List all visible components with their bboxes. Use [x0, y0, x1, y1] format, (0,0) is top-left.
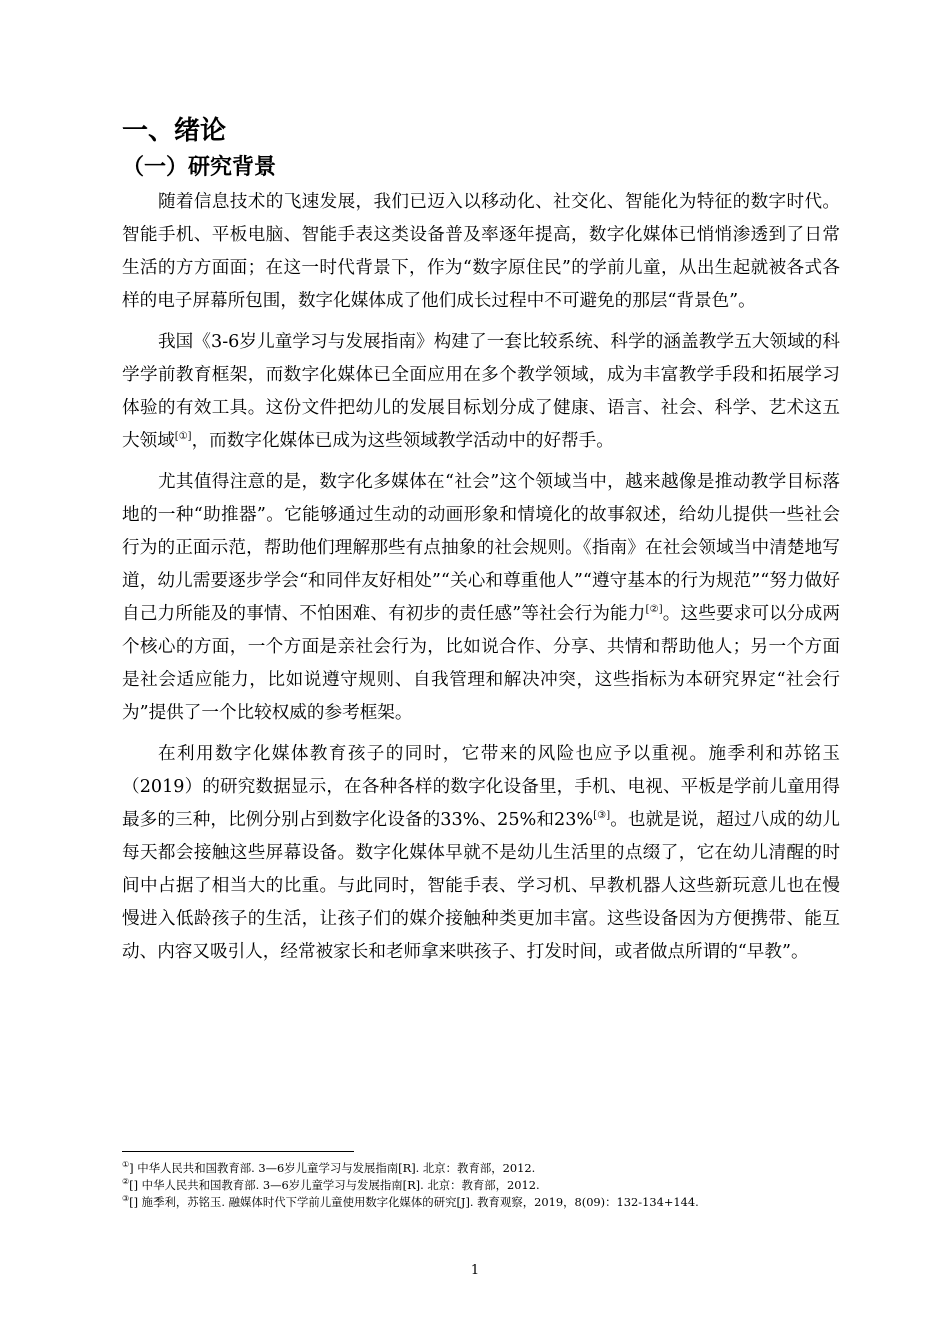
footnote-ref-2[interactable]: [②] — [645, 604, 663, 615]
paragraph-4 — [122, 738, 840, 969]
footnote-ref-3[interactable]: [③] — [593, 810, 611, 821]
section-heading: （一）研究背景 — [122, 155, 277, 180]
footnote-2 — [122, 1177, 840, 1194]
paragraph-text: 尤其值得注意的是，数字化多媒体在“社会”这个领域当中，越来越像是推动教学目标落地的一种“助推器”。它能够通过生动的动画形象和情境化的故事叙述，给幼儿提供一些社会行为的正面示范，帮助他们理解那些有点抽象的社会规则。《指南》在社会领域当中清楚地写道，幼儿需要逐步学会“和同伴友好相处”“关心和尊重他人”“遵守基本的行为规范”“努力做好自己力所能及的事情、不怕困难、有初步的责任感”等社会行为能力 — [122, 472, 840, 624]
footnote-mark: ② — [122, 1177, 130, 1186]
footnote-3 — [122, 1194, 840, 1211]
chapter-heading: 一、绪论 — [122, 116, 227, 146]
paragraph-2 — [122, 326, 840, 458]
footnote-text: [] 中华人民共和国教育部. 3—6岁儿童学习与发展指南[R]. 北京：教育部，2012. — [129, 1178, 540, 1192]
footnote-mark: ③ — [122, 1194, 130, 1203]
paragraph-text: 在利用数字化媒体教育孩子的同时，它带来的风险也应予以重视。施季利和苏铭玉（2019）的研究数据显示，在各种各样的数字化设备里，手机、电视、平板是学前儿童用得最多的三种，比例分别占到数字化设备的33%、25%和23% — [122, 744, 840, 830]
paragraph-text: 。也就是说，超过八成的幼儿每天都会接触这些屏幕设备。数字化媒体早就不是幼儿生活里的点缀了，它在幼儿清醒的时间中占据了相当大的比重。与此同时，智能手表、学习机、早教机器人这些新玩意儿也在慢慢进入低龄孩子的生活，让孩子们的媒介接触种类更加丰富。这些设备因为方便携带、能互动、内容又吸引人，经常被家长和老师拿来哄孩子、打发时间，或者做点所谓的“早教”。 — [122, 810, 840, 962]
footnote-1 — [122, 1160, 840, 1177]
paragraph-text: ，而数字化媒体已成为这些领域教学活动中的好帮手。 — [191, 431, 614, 451]
footnote-divider — [122, 1151, 354, 1152]
paragraph-text: 随着信息技术的飞速发展，我们已迈入以移动化、社交化、智能化为特征的数字时代。智能手机、平板电脑、智能手表这类设备普及率逐年提高，数字化媒体已悄悄渗透到了日常生活的方方面面；在这一时代背景下，作为“数字原住民”的学前儿童，从出生起就被各式各样的电子屏幕所包围，数字化媒体成了他们成长过程中不可避免的那层“背景色”。 — [122, 192, 840, 311]
footnote-ref-1[interactable]: [①] — [174, 431, 192, 442]
footnote-mark: ① — [122, 1160, 130, 1169]
paragraph-1 — [122, 186, 840, 318]
footnotes — [122, 1160, 840, 1211]
paragraph-text: 我国《3-6岁儿童学习与发展指南》构建了一套比较系统、科学的涵盖教学五大领域的科学学前教育框架，而数字化媒体已全面应用在多个教学领域，成为丰富教学手段和拓展学习体验的有效工具。这份文件把幼儿的发展目标划分成了健康、语言、社会、科学、艺术这五大领域 — [122, 332, 840, 451]
footnote-text: ] 中华人民共和国教育部. 3—6岁儿童学习与发展指南[R]. 北京：教育部，2012. — [129, 1161, 536, 1175]
body-text — [122, 186, 840, 977]
footnote-text: [] 施季利，苏铭玉. 融媒体时代下学前儿童使用数字化媒体的研究[J]. 教育观察，2019，8(09)：132-134+144. — [129, 1195, 699, 1209]
page-number: 1 — [470, 1263, 480, 1278]
paragraph-3 — [122, 466, 840, 730]
paragraph-text: 。这些要求可以分成两个核心的方面，一个方面是亲社会行为，比如说合作、分享、共情和帮助他人；另一个方面是社会适应能力，比如说遵守规则、自我管理和解决冲突，这些指标为本研究界定“社会行为”提供了一个比较权威的参考框架。 — [122, 604, 840, 723]
